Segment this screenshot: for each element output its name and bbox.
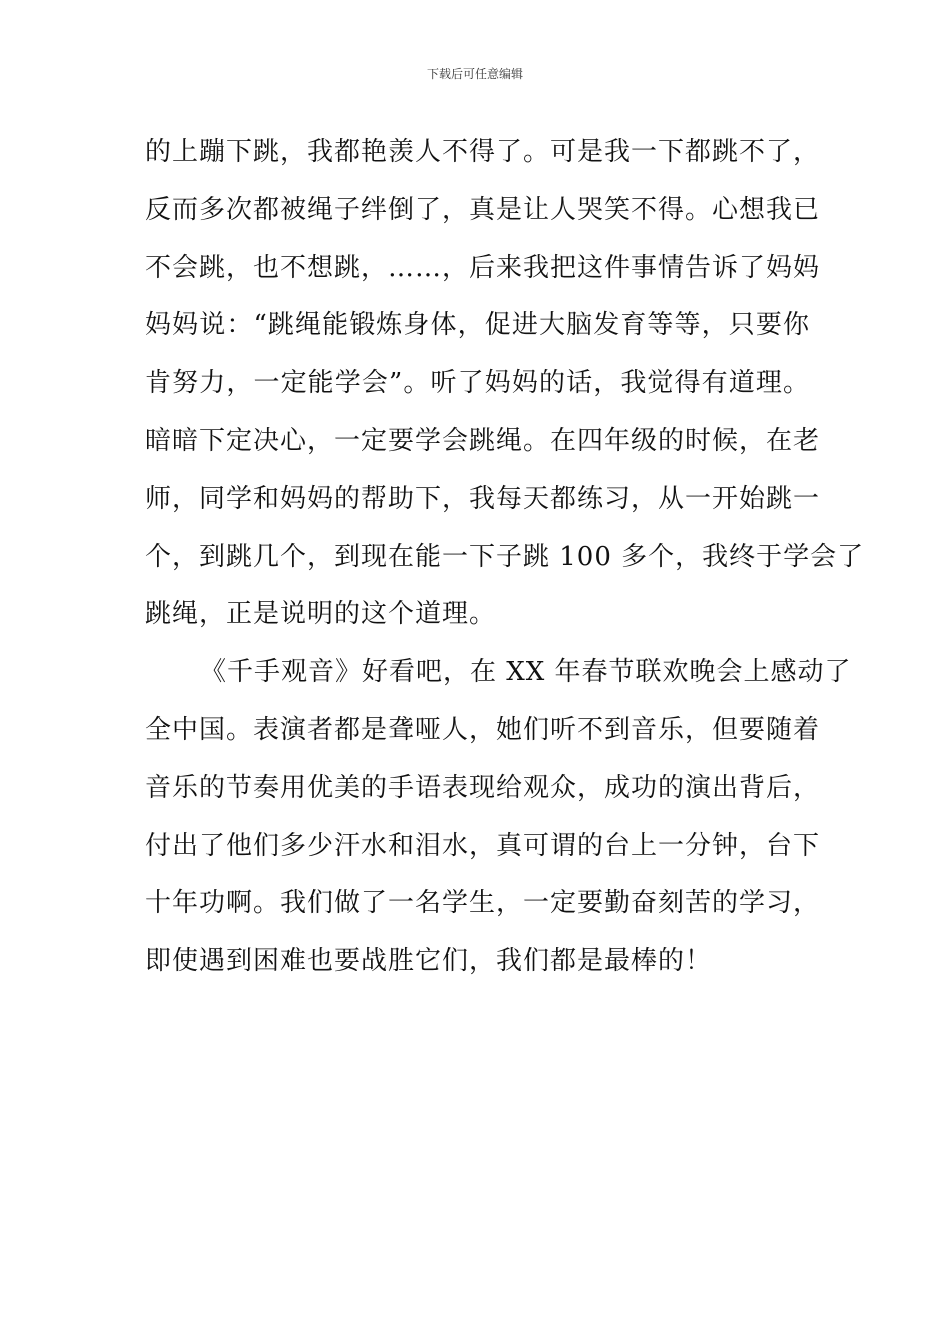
paragraph-1-line-2: 反而多次都被绳子绊倒了，真是让人哭笑不得。心想我已	[145, 194, 821, 225]
page-header-note: 下载后可任意编辑	[426, 67, 523, 81]
paragraph-1-line-3: 不会跳，也不想跳，……，后来我把这件事情告诉了妈妈	[145, 252, 821, 283]
paragraph-2-line-2: 全中国。表演者都是聋哑人，她们听不到音乐，但要随着	[145, 714, 821, 745]
document-body	[145, 124, 865, 991]
paragraph-2-line-1: 《千手观音》好看吧，在 XX 年春节联欢晚会上感动了	[200, 657, 852, 688]
paragraph-1-line-4: 妈妈说：“跳绳能锻炼身体，促进大脑发育等等，只要你	[145, 310, 810, 341]
paragraph-2-line-5: 十年功啊。我们做了一名学生，一定要勤奋刻苦的学习，	[145, 888, 821, 919]
paragraph-2-line-3: 音乐的节奏用优美的手语表现给观众，成功的演出背后，	[145, 772, 821, 803]
paragraph-1-line-6: 暗暗下定决心，一定要学会跳绳。在四年级的时候，在老	[145, 425, 821, 456]
paragraph-2-line-6: 即使遇到困难也要战胜它们，我们都是最棒的！	[145, 946, 713, 977]
paragraph-1-line-7: 师，同学和妈妈的帮助下，我每天都练习，从一开始跳一	[145, 483, 821, 514]
paragraph-1-line-1: 的上蹦下跳，我都艳羡人不得了。可是我一下都跳不了，	[145, 137, 821, 167]
paragraph-1-line-9: 跳绳，正是说明的这个道理。	[145, 599, 497, 630]
paragraph-1-line-8: 个，到跳几个，到现在能一下子跳 100 多个，我终于学会了	[145, 541, 865, 572]
paragraph-2-line-4: 付出了他们多少汗水和泪水，真可谓的台上一分钟，台下	[145, 830, 821, 861]
paragraph-1-line-5: 肯努力，一定能学会”。听了妈妈的话，我觉得有道理。	[145, 368, 810, 399]
